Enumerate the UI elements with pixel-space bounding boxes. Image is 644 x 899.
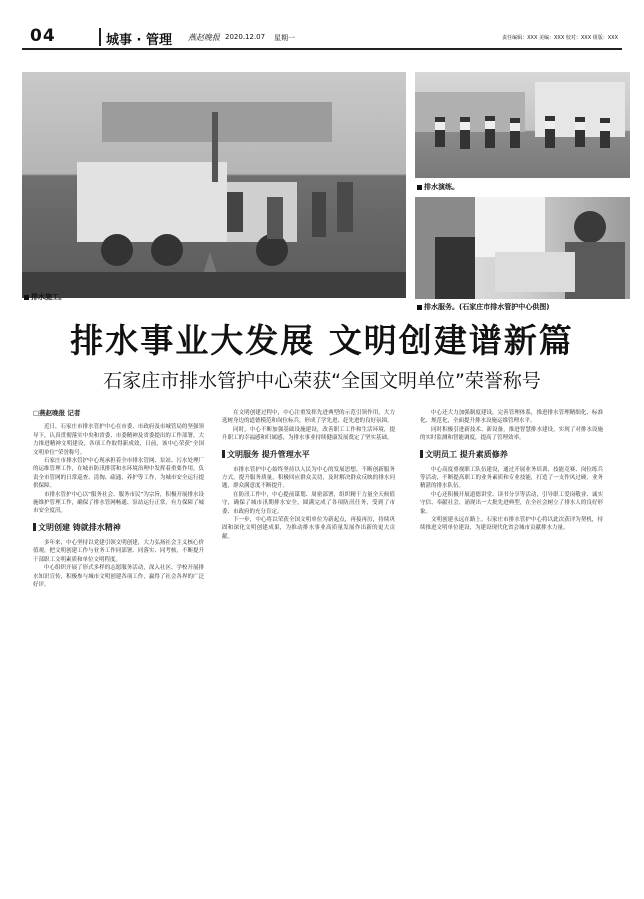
section-title: 城事 · 管理 (106, 33, 172, 48)
paragraph: 多年来，中心坚持以党建引领文明创建，大力弘扬社会主义核心价值观，把文明创建工作与业务工作同部署、同落实、同考核，不断提升干部职工文明素质和单位文明程度。 (33, 539, 204, 563)
issue-weekday: 星期一 (274, 34, 295, 42)
paragraph: 中心组织开展了形式多样的志愿服务活动，深入社区、学校开展排水知识宣传，积极参与城市文明创建各项工作，赢得了社会各界的广泛好评。 (33, 565, 204, 588)
page-number: 04 (30, 26, 56, 46)
issue-date: 2020.12.07 (225, 33, 266, 41)
heading-marker-icon (33, 523, 36, 531)
headline: 排水事业大发展 文明创建谱新篇 (70, 321, 574, 360)
service-photo-illustration (415, 197, 630, 299)
paragraph: 在防汛工作中，中心提前谋划、周密部署，组织精干力量全天候值守，确保了城市汛期排水安全，圆满完成了各项防汛任务，受到了市委、市政府的充分肯定。 (222, 491, 395, 515)
paragraph: 文明创建永远在路上。石家庄市排水管护中心将以此次获评为契机，持续推进文明单位建设，为建设现代化省会城市贡献排水力量。 (420, 517, 603, 532)
main-photo (22, 72, 406, 298)
caption-marker-icon (417, 305, 422, 310)
main-photo-caption (24, 292, 66, 302)
service-photo-caption (417, 302, 549, 312)
article-column-1 (33, 409, 204, 589)
paragraph: 同时积极引进新技术、新设备，推进智慧排水建设，实现了对排水设施的实时监测和智能调度，提高了管理效率。 (420, 426, 603, 442)
paragraph: 市排水管护中心始终坚持以人民为中心的发展思想，不断创新服务方式，提升服务质量，积极回应群众关切，及时解决群众反映的排水问题，群众满意度不断提升。 (222, 466, 395, 490)
section-heading-text: 文明员工 提升素质修养 (425, 449, 508, 459)
paragraph: 下一步，中心将以荣获全国文明单位为新起点，再接再厉，持续巩固和深化文明创建成果，为推动排水事业高质量发展作出新的更大贡献。 (222, 517, 395, 540)
drill-photo-illustration (415, 72, 630, 178)
service-caption-text: 排水服务。(石家庄市排水管护中心供图) (424, 303, 550, 311)
paragraph: 中心高度重视职工队伍建设，通过开展业务培训、技能竞赛、岗位练兵等活动，不断提高职工的业务素质和专业技能，打造了一支作风过硬、业务精湛的排水队伍。 (420, 466, 603, 490)
section-heading-text: 文明服务 提升管理水平 (227, 449, 310, 459)
main-photo-illustration (22, 72, 406, 298)
subheadline: 石家庄市排水管护中心荣获“全国文明单位”荣誉称号 (103, 370, 541, 392)
paragraph: 石家庄市排水管护中心现承担着全市排水管网、泵站、污水处理厂的运维管理工作，在城市防汛排涝和水环境治理中发挥着重要作用，负责全市管网的日常巡查、清掏、疏通、养护等工作，为城市安全运行提供保障。 (33, 458, 204, 490)
section-heading (420, 449, 603, 461)
drill-caption-text: 排水演练。 (424, 183, 459, 191)
editor-credits: 责任编辑：XXX 美编：XXX 校对：XXX 组版：XXX (502, 35, 618, 41)
paragraph: 中心还积极开展道德讲堂、读书分享等活动，引导职工爱岗敬业、诚实守信、奉献社会，涌现出一大批先进典型，在全社会树立了排水人的良好形象。 (420, 491, 603, 515)
caption-marker-icon (24, 295, 29, 300)
paragraph: 近日，石家庄市排水管护中心在市委、市政府及市城管局的坚强领导下，认真贯彻落实中央和省委、市委精神及省委提出的工作部署，大力推进精神文明建设，各项工作取得新成效，日前，该中心荣获“全国文明单位”荣誉称号。 (33, 424, 204, 456)
byline: □燕赵晚报 记者 (33, 409, 81, 417)
heading-marker-icon (420, 450, 423, 458)
article-column-2 (222, 409, 395, 541)
page-header (22, 26, 622, 50)
paragraph: 中心还大力加强制度建设，完善管理体系，推进排水管理精细化、标准化、规范化，全面提升排水设施运维管理水平。 (420, 410, 603, 425)
section-heading-text: 文明创建 铸就排水精神 (38, 522, 121, 532)
main-caption-text: 排水施工。 (31, 293, 66, 301)
caption-marker-icon (417, 185, 422, 190)
newspaper-brand: 燕赵晚报 (188, 33, 220, 42)
section-heading (33, 522, 204, 534)
paragraph: 同时，中心不断加强基础设施建设，改善职工工作和生活环境，提升职工的幸福感和归属感，为排水事业持续健康发展奠定了坚实基础。 (222, 426, 395, 442)
heading-marker-icon (222, 450, 225, 458)
article-column-3 (420, 409, 603, 533)
header-divider (99, 28, 101, 46)
drill-photo (415, 72, 630, 178)
paragraph: 在文明创建过程中，中心注重发挥先进典型的示范引领作用，大力选树身边的道德模范和岗位标兵，形成了学先进、赶先进的良好氛围。 (222, 410, 395, 425)
service-photo (415, 197, 630, 299)
drill-photo-caption (417, 182, 459, 192)
paragraph: 市排水管护中心以“服务社会、服务市民”为宗旨，积极开展排水设施维护管理工作，确保了排水管网畅通、泵站运行正常，有力保障了城市安全度汛。 (33, 491, 204, 515)
byline-text: 燕赵晚报 记者 (39, 409, 81, 417)
section-heading (222, 449, 395, 461)
